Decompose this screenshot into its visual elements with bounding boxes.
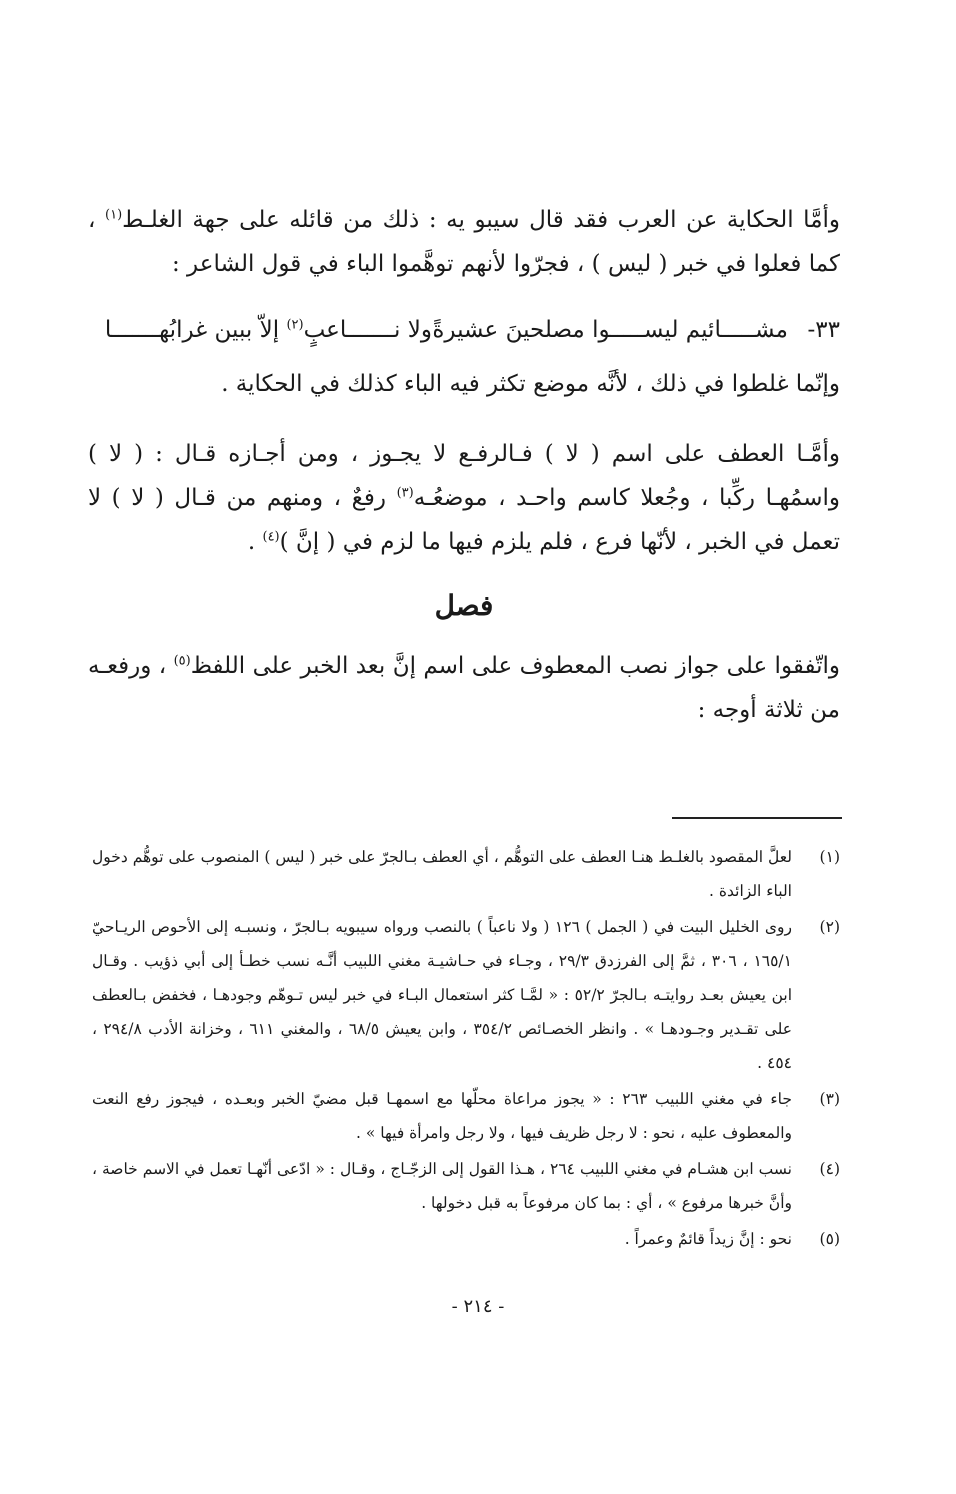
footnote-text: جاء في مغني اللبيب ٢٦٣ : « يجوز مراعاة محلّها مع اسمهـا قبل مضيّ الخبر وبعـده ، فيجوز رفع النعت والمعطوف عليه ، نحو : لا رجل ظريف فيها ، ولا رجل وامرأة فيها » . [92,1090,792,1142]
paragraph-text: ، كما فعلوا في خبر ( ليس ) ، فجرّوا لأنهم توهَّموا الباء في قول الشاعر : [88,207,840,277]
paragraph-text: وأمَّـا العطف على اسم ( لا ) فـالرفـع لا يجـوز ، ومن أجـازه قـال : ( لا ) واسمُهـا ركِّبا ، وجُعلا كاسم واحـد ، موضعُـه [88,441,840,511]
paragraph-atf-la [88,432,840,564]
footnotes-section [92,840,840,1258]
footnote-text: نسب ابن هشـام في مغني اللبيب ٢٦٤ ، هـذا القول إلى الزجّـاج ، وقـال : « ادّعى أنّهـا تعمل في الاسم خاصة ، وأنَّ خبرها مرفوع » ، أي : بما كان مرفوعاً به قبل دخولها . [92,1160,792,1212]
footnote-text: نحو : إنَّ زيداً قائمٌ وعمراً . [624,1230,792,1248]
footnote-1 [92,840,840,908]
footnote-2 [92,910,840,1080]
paragraph-ghalat: وإنّما غلطوا في ذلك ، لأنَّه موضع تكثر فيه الباء كذلك في الحكاية . [221,371,840,397]
footnote-number: (٤) [819,1160,840,1178]
paragraph-text: وأمَّا الحكاية عن العرب فقد قال سيبو يه : ذلك من قائله على جهة الغلـط [122,207,841,233]
paragraph-text: واتّفقوا على جواز نصب المعطوف على اسم إنَّ بعد الخبر على اللفظ [190,653,840,679]
paragraph-text: ، ورفعـه من ثلاثة أوجه : [88,653,840,723]
paragraph-text: . [247,529,263,555]
paragraph-hikaya [88,198,840,286]
main-paragraph-1 [88,198,840,286]
verse-text: إلاّ ببين غرابُهـــــــا [104,317,287,343]
footnote-text: لعلَّ المقصود بالغلـط هنـا العطف على التوهُّم ، أي العطف بـالجرّ على خبر ( ليس ) المنصوب على توهُّم دخول الباء الزائدة . [92,848,792,900]
footnote-number: (٥) [819,1230,840,1248]
verse-text: ولا نـــــــاعبٍ [303,317,432,343]
main-paragraph-2 [88,362,840,406]
verse-hemistich-2 [105,308,432,352]
footnote-ref-5[interactable]: (٥) [173,653,191,669]
footnote-number: (٣) [819,1090,840,1108]
footnote-ref-3[interactable]: (٣) [396,485,414,501]
footnote-4 [92,1152,840,1220]
footnote-text: روى الخليل البيت في ( الجمل ) ١٢٦ ( ولا ناعباً ) بالنصب ورواه سيبويه بـالجرّ ، ونسبـه إلى الأحوص الريـاحيّ ١٦٥/١ ، ٣٠٦ ، ثمَّ إلى الفرزدق ٢٩/٣ ، وجـاء في حـاشيـة مغني اللبيب أنَّـه نسب خطـأ إلى أبي ذؤيب . وقـال ابن يعيش بعـد روايتـه بـالجرّ ٥٢/٢ : « لمَّـا كثر استعمال البـاء في خبر ليس تـوهّم وجودهـا ، فخفض بـالعطف على تقـدير وجـودهـا » . وانظر الخصـائص ٣٥٤/٢ ، وابن يعيش ٦٨/٥ ، والمغني ٦١١ ، وخزانة الأدب ٢٩٤/٨ ، ٤٥٤ . [92,918,792,1072]
footnote-number: (١) [819,848,840,866]
footnote-ref-2[interactable]: (٢) [286,317,304,333]
section-heading: فصل [434,589,494,622]
footnote-3 [92,1082,840,1150]
footnote-ref-1[interactable]: (١) [105,207,123,223]
main-paragraph-4 [88,644,840,732]
paragraph-text: رفعٌ ، ومنهم من قـال ( لا ) لا تعمل في الخبر ، لأنّها فرع ، فلم يلزم فيها ما لزم في ( إنَّ ) [88,485,840,555]
footnote-ref-4[interactable]: (٤) [262,529,280,545]
verse-hemistich-1: مشـــــائيم ليســـــوا مصلحينَ عشيرةً [432,317,788,343]
main-paragraph-3 [88,432,840,564]
footnote-number: (٢) [819,918,840,936]
verse-number: ٣٣- [807,317,840,343]
footnote-5 [92,1222,840,1256]
footnote-separator [672,817,842,819]
page-number: - ٢١٤ - [451,1296,505,1317]
paragraph-ittafaqu [88,644,840,732]
